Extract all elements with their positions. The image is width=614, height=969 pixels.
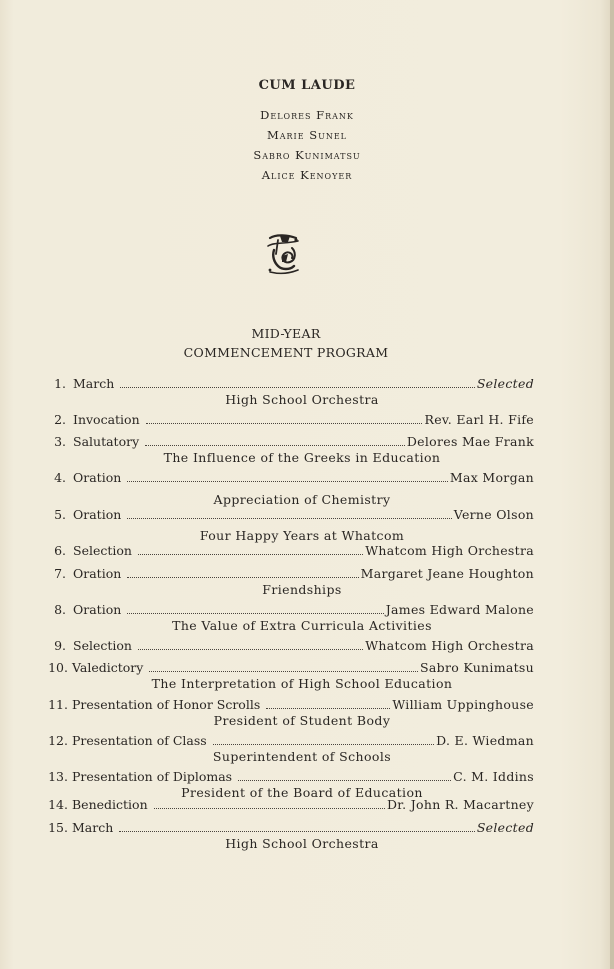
item-number: 6. <box>54 543 66 558</box>
honor-name: Marie Sunel <box>266 128 347 142</box>
program-item <box>46 543 534 559</box>
program-item <box>46 376 534 408</box>
item-subtitle: President of Student Body <box>213 713 391 728</box>
item-number: 10. <box>48 660 68 675</box>
program-item <box>46 638 534 654</box>
program-item <box>46 470 534 508</box>
item-title: Selection <box>73 638 132 653</box>
item-performer: Max Morgan <box>449 470 534 485</box>
item-performer: Margaret Jeane Houghton <box>360 566 534 581</box>
cum-laude-title: CUM LAUDE <box>258 78 356 93</box>
item-number: 15. <box>48 820 68 835</box>
item-number: 7. <box>54 566 66 581</box>
program-heading <box>0 324 572 362</box>
item-title: Oration <box>73 602 122 617</box>
item-number: 11. <box>48 697 68 712</box>
item-title: Salutatory <box>73 434 140 449</box>
item-subtitle: President of the Board of Education <box>181 785 423 800</box>
dotted-leader <box>127 517 452 519</box>
program-heading-line1: MID-YEAR <box>251 326 321 341</box>
item-number: 3. <box>54 434 66 449</box>
item-title: Oration <box>73 507 122 522</box>
dotted-leader <box>213 743 434 745</box>
item-title: Selection <box>73 543 132 558</box>
item-subtitle: Friendships <box>262 582 342 597</box>
item-title: March <box>72 820 114 835</box>
item-title: Invocation <box>73 412 140 427</box>
item-subtitle: High School Orchestra <box>225 836 379 851</box>
honor-name: Sabro Kunimatsu <box>253 148 361 162</box>
item-number: 9. <box>54 638 66 653</box>
dotted-leader <box>127 480 448 482</box>
item-number: 14. <box>48 797 68 812</box>
item-performer: William Uppinghouse <box>392 697 534 712</box>
program-item <box>46 507 534 544</box>
program-item <box>46 434 534 466</box>
item-performer: C. M. Iddins <box>453 769 534 784</box>
item-performer: James Edward Malone <box>385 602 534 617</box>
dotted-leader <box>145 444 405 446</box>
item-subtitle: Superintendent of Schools <box>212 749 392 764</box>
program-item <box>46 660 534 692</box>
dotted-leader <box>138 553 363 555</box>
item-title: Presentation of Honor Scrolls <box>72 697 261 712</box>
cum-laude-section <box>0 78 614 185</box>
program-item <box>46 797 534 813</box>
dotted-leader <box>119 830 475 832</box>
item-title: March <box>73 376 115 391</box>
item-subtitle: The Influence of the Greeks in Education <box>163 450 441 465</box>
item-title: Presentation of Diplomas <box>72 769 233 784</box>
program-heading-line2: COMMENCEMENT PROGRAM <box>183 345 389 360</box>
honor-name: Alice Kenoyer <box>261 168 353 182</box>
item-performer: Dr. John R. Macartney <box>386 797 534 812</box>
item-title: Benediction <box>72 797 148 812</box>
dotted-leader <box>146 422 423 424</box>
program-item <box>46 697 534 729</box>
dotted-leader <box>127 576 358 578</box>
item-number: 13. <box>48 769 68 784</box>
item-performer: Selected <box>476 376 534 391</box>
dotted-leader <box>154 807 385 809</box>
item-performer: Selected <box>476 820 534 835</box>
dotted-leader <box>127 612 383 614</box>
item-performer: Delores Mae Frank <box>406 434 534 449</box>
program-item <box>46 602 534 634</box>
item-number: 4. <box>54 470 66 485</box>
item-performer: Whatcom High Orchestra <box>365 638 534 653</box>
decorative-ornament-icon <box>262 232 304 276</box>
program-item <box>46 566 534 598</box>
dotted-leader <box>266 707 390 709</box>
item-title: Presentation of Class <box>72 733 207 748</box>
item-number: 1. <box>54 376 66 391</box>
item-subtitle: Four Happy Years at Whatcom <box>199 528 405 543</box>
dotted-leader <box>120 386 475 388</box>
dotted-leader <box>149 670 418 672</box>
item-subtitle: High School Orchestra <box>225 392 379 407</box>
item-performer: Sabro Kunimatsu <box>420 660 534 675</box>
item-performer: Whatcom High Orchestra <box>365 543 534 558</box>
program-item <box>46 412 534 428</box>
item-performer: Rev. Earl H. Fife <box>424 412 534 427</box>
item-number: 8. <box>54 602 66 617</box>
program-item <box>46 733 534 765</box>
item-subtitle: The Value of Extra Curricula Activities <box>172 618 432 633</box>
item-title: Valedictory <box>72 660 144 675</box>
item-number: 2. <box>54 412 66 427</box>
item-subtitle: The Interpretation of High School Education <box>151 676 453 691</box>
item-number: 12. <box>48 733 68 748</box>
item-subtitle: Appreciation of Chemistry <box>213 492 391 507</box>
program-item <box>46 820 534 852</box>
item-performer: D. E. Wiedman <box>436 733 534 748</box>
item-title: Oration <box>73 470 122 485</box>
item-number: 5. <box>54 507 66 522</box>
honor-name: Delores Frank <box>260 108 354 122</box>
item-title: Oration <box>73 566 122 581</box>
dotted-leader <box>138 648 363 650</box>
item-performer: Verne Olson <box>453 507 534 522</box>
dotted-leader <box>238 779 451 781</box>
